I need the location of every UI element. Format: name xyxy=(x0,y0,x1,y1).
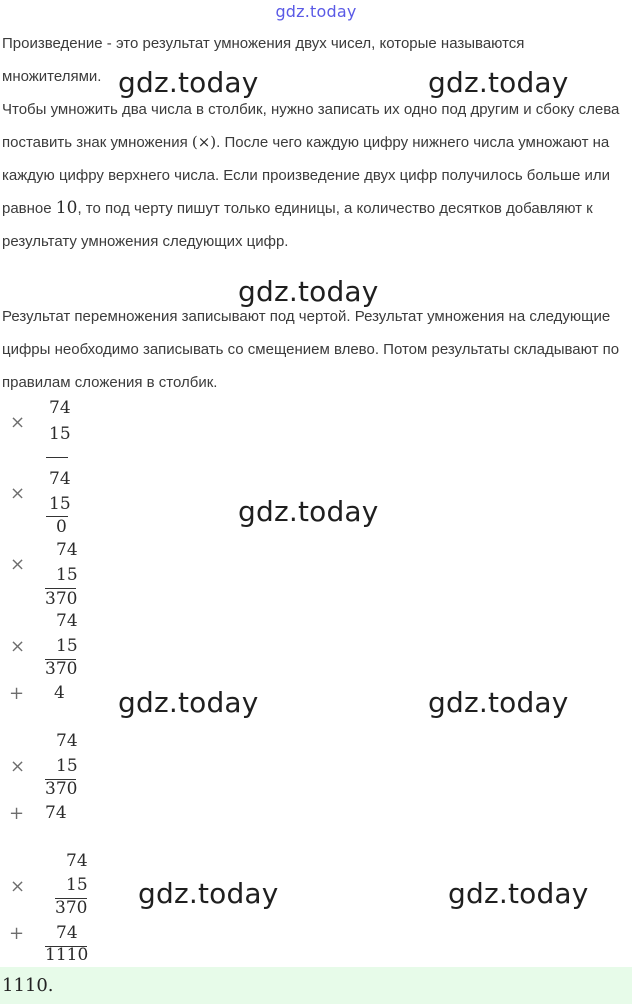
partial-product: 370 xyxy=(45,659,78,679)
multiplier: 15 xyxy=(49,424,71,444)
plus-sign: + xyxy=(9,803,25,824)
watermark: gdz.today xyxy=(118,686,259,719)
multiply-sign: × xyxy=(10,876,26,897)
multiplicand: 74 xyxy=(56,611,78,631)
multiplicand: 74 xyxy=(49,469,71,489)
multiplier: 15 xyxy=(49,494,71,514)
result-paragraph: Результат перемножения записывают под чертой. Результат умножения на следующие цифры необходимо записывать со смещением влево. Потом результаты складывают по правилам сложения в столбик. xyxy=(2,308,620,391)
multiplicand: 74 xyxy=(49,398,71,418)
watermark: gdz.today xyxy=(428,686,569,719)
multiply-sign: × xyxy=(10,636,26,657)
watermark: gdz.today xyxy=(238,495,379,528)
partial-product: 370 xyxy=(55,898,88,918)
answer-box xyxy=(0,967,632,1004)
partial-product-2: 4 xyxy=(54,683,65,703)
multiply-sign: × xyxy=(10,483,26,504)
multiplier: 15 xyxy=(66,875,88,895)
partial-product: 0 xyxy=(56,517,67,537)
multiply-sign-inline: (×) xyxy=(191,133,217,151)
multiply-sign: × xyxy=(10,554,26,575)
underline xyxy=(46,457,68,458)
multiplicand: 74 xyxy=(66,851,88,871)
watermark: gdz.today xyxy=(118,66,259,99)
ten-inline: 10 xyxy=(55,198,78,218)
multiplier: 15 xyxy=(56,565,78,585)
plus-sign: + xyxy=(9,923,25,944)
partial-product-2: 74 xyxy=(45,803,67,823)
method-text-a: Чтобы умножить два числа в столбик, нужно записать их одно под другим и сбоку слева поставить знак умножения xyxy=(2,101,620,151)
multiplier: 15 xyxy=(56,636,78,656)
watermark: gdz.today xyxy=(448,877,589,910)
watermark: gdz.today xyxy=(238,275,379,308)
multiplier: 15 xyxy=(56,756,78,776)
partial-product: 370 xyxy=(45,589,78,609)
watermark: gdz.today xyxy=(138,877,279,910)
method-text-b: . После чего каждую цифру нижнего числа умножают на каждую цифру верхнего числа. Если произведение двух цифр получилось больше или равное xyxy=(2,134,611,217)
multiply-sign: × xyxy=(10,412,26,433)
definition-paragraph: Произведение - это результат умножения двух чисел, которые называются множителями. xyxy=(2,35,525,85)
partial-product: 370 xyxy=(45,779,78,799)
multiplicand: 74 xyxy=(56,540,78,560)
method-paragraph xyxy=(2,93,622,258)
answer-value: 1110. xyxy=(2,975,54,996)
multiplicand: 74 xyxy=(56,731,78,751)
partial-product-2: 74 xyxy=(56,923,78,943)
plus-sign: + xyxy=(9,683,25,704)
site-logo[interactable]: gdz.today xyxy=(275,2,357,21)
multiply-sign: × xyxy=(10,756,26,777)
watermark: gdz.today xyxy=(428,66,569,99)
final-product: 1110 xyxy=(45,945,89,965)
method-text-c: , то под черту пишут только единицы, а количество десятков добавляют к результату умножения следующих цифр. xyxy=(2,200,593,250)
